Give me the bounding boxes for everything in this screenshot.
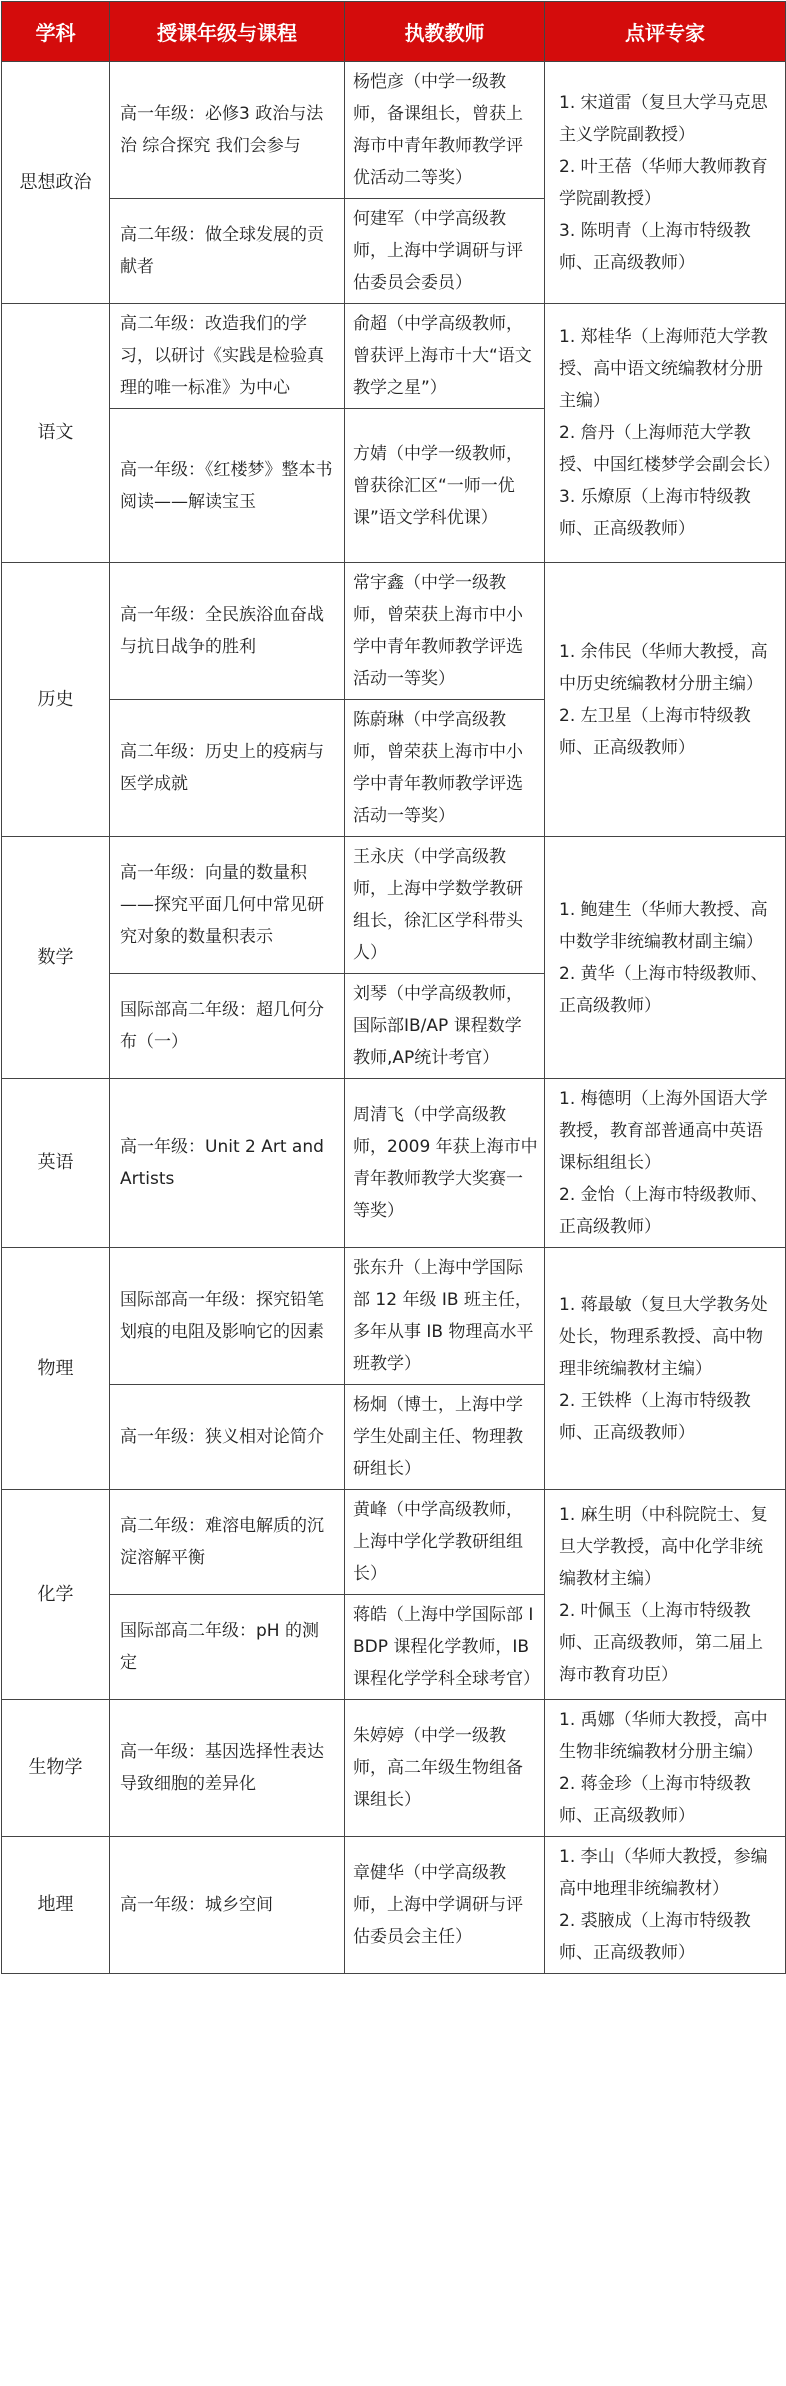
teacher-cell: 陈蔚琳（中学高级教师，曾荣获上海市中小学中青年教师教学评选活动一等奖） [345,700,545,837]
course-cell: 高二年级：做全球发展的贡献者 [110,199,345,304]
table-row [2,304,786,409]
header-teacher: 执教教师 [345,2,545,62]
experts-cell [545,304,786,563]
course-cell: 高一年级：《红楼梦》整本书阅读——解读宝玉 [110,409,345,563]
course-cell: 高二年级：难溶电解质的沉淀溶解平衡 [110,1490,345,1595]
expert-item: 3. 陈明青（上海市特级教师、正高级教师） [559,220,751,273]
expert-item: 2. 王铁桦（上海市特级教师、正高级教师） [559,1390,751,1443]
expert-item: 1. 禹娜（华师大教授，高中生物非统编教材分册主编） [559,1710,768,1762]
course-cell: 高一年级：Unit 2 Art and Artists [110,1079,345,1248]
teacher-cell: 张东升（上海中学国际部 12 年级 IB 班主任，多年从事 IB 物理高水平班教学） [345,1248,545,1385]
experts-cell [545,1248,786,1490]
teacher-cell: 杨炯（博士，上海中学学生处副主任、物理教研组长） [345,1385,545,1490]
teacher-cell: 何建军（中学高级教师，上海中学调研与评估委员会委员） [345,199,545,304]
expert-item: 2. 左卫星（上海市特级教师、正高级教师） [559,705,751,758]
subject-cell: 英语 [2,1079,110,1248]
teacher-cell: 周清飞（中学高级教师，2009 年获上海市中青年教师教学大奖赛一等奖） [345,1079,545,1248]
course-cell: 高二年级：改造我们的学习，以研讨《实践是检验真理的唯一标准》为中心 [110,304,345,409]
subject-cell: 地理 [2,1837,110,1974]
teacher-cell: 杨恺彦（中学一级教师，备课组长，曾获上海市中青年教师教学评优活动二等奖） [345,62,545,199]
expert-item: 1. 郑桂华（上海师范大学教授、高中语文统编教材分册主编） [559,327,768,411]
course-cell: 高一年级：向量的数量积——探究平面几何中常见研究对象的数量积表示 [110,837,345,974]
teacher-cell: 俞超（中学高级教师，曾获评上海市十大“语文教学之星”） [345,304,545,409]
subject-cell: 思想政治 [2,62,110,304]
header-course: 授课年级与课程 [110,2,345,62]
table-row [2,1837,786,1974]
teacher-cell: 蒋皓（上海中学国际部 IBDP 课程化学教师，IB 课程化学学科全球考官） [345,1595,545,1700]
subject-cell: 语文 [2,304,110,563]
table-row [2,62,786,199]
teacher-cell: 章健华（中学高级教师，上海中学调研与评估委员会主任） [345,1837,545,1974]
course-cell: 高一年级：狭义相对论简介 [110,1385,345,1490]
subject-cell: 数学 [2,837,110,1079]
expert-item: 2. 蒋金珍（上海市特级教师、正高级教师） [559,1774,751,1826]
table-row [2,563,786,700]
subject-cell: 物理 [2,1248,110,1490]
experts-cell [545,62,786,304]
expert-item: 2. 黄华（上海市特级教师、正高级教师） [559,963,768,1016]
subject-cell: 生物学 [2,1700,110,1837]
subject-cell: 历史 [2,563,110,837]
header-experts: 点评专家 [545,2,786,62]
course-cell: 高一年级：必修3 政治与法治 综合探究 我们会参与 [110,62,345,199]
expert-item: 1. 梅德明（上海外国语大学教授，教育部普通高中英语课标组组长） [559,1089,768,1173]
teacher-cell: 朱婷婷（中学一级教师，高二年级生物组备课组长） [345,1700,545,1837]
experts-cell [545,837,786,1079]
teacher-cell: 黄峰（中学高级教师，上海中学化学教研组组长） [345,1490,545,1595]
expert-item: 1. 宋道雷（复旦大学马克思主义学院副教授） [559,92,768,145]
expert-item: 2. 詹丹（上海师范大学教授、中国红楼梦学会副会长） [559,423,780,475]
expert-item: 1. 李山（华师大教授，参编高中地理非统编教材） [559,1847,768,1899]
teacher-cell: 常宇鑫（中学一级教师，曾荣获上海市中小学中青年教师教学评选活动一等奖） [345,563,545,700]
expert-item: 1. 麻生明（中科院院士、复旦大学教授，高中化学非统编教材主编） [559,1504,768,1589]
experts-cell [545,1490,786,1700]
table-row [2,837,786,974]
experts-cell [545,1837,786,1974]
table-row [2,1490,786,1595]
table-row [2,1700,786,1837]
expert-item: 2. 叶佩玉（上海市特级教师、正高级教师，第二届上海市教育功臣） [559,1600,763,1685]
course-cell: 国际部高二年级：超几何分布（一） [110,974,345,1079]
course-cell: 高二年级：历史上的疫病与医学成就 [110,700,345,837]
teacher-cell: 王永庆（中学高级教师，上海中学数学教研组长，徐汇区学科带头人） [345,837,545,974]
expert-item: 1. 余伟民（华师大教授，高中历史统编教材分册主编） [559,641,768,694]
teacher-cell: 刘琴（中学高级教师，国际部IB/AP 课程数学教师,AP统计考官） [345,974,545,1079]
teacher-cell: 方婧（中学一级教师，曾获徐汇区“一师一优课”语文学科优课） [345,409,545,563]
course-cell: 国际部高一年级：探究铅笔划痕的电阻及影响它的因素 [110,1248,345,1385]
expert-item: 2. 叶王蓓（华师大教师教育学院副教授） [559,156,768,209]
course-schedule-table [1,1,786,1974]
course-table-page [0,1,786,2386]
subject-cell: 化学 [2,1490,110,1700]
experts-cell [545,1079,786,1248]
expert-item: 1. 鲍建生（华师大教授、高中数学非统编教材副主编） [559,899,768,952]
course-cell: 高一年级：全民族浴血奋战与抗日战争的胜利 [110,563,345,700]
course-cell: 高一年级：基因选择性表达导致细胞的差异化 [110,1700,345,1837]
course-cell: 国际部高二年级：pH 的测定 [110,1595,345,1700]
experts-cell [545,1700,786,1837]
header-subject: 学科 [2,2,110,62]
table-row [2,1079,786,1248]
table-header-row [2,2,786,62]
expert-item: 2. 裘腋成（上海市特级教师、正高级教师） [559,1911,751,1963]
expert-item: 3. 乐燎原（上海市特级教师、正高级教师） [559,487,751,539]
expert-item: 2. 金怡（上海市特级教师、正高级教师） [559,1185,768,1237]
expert-item: 1. 蒋最敏（复旦大学教务处处长，物理系教授、高中物理非统编教材主编） [559,1294,768,1379]
table-row [2,1248,786,1385]
course-cell: 高一年级：城乡空间 [110,1837,345,1974]
experts-cell [545,563,786,837]
